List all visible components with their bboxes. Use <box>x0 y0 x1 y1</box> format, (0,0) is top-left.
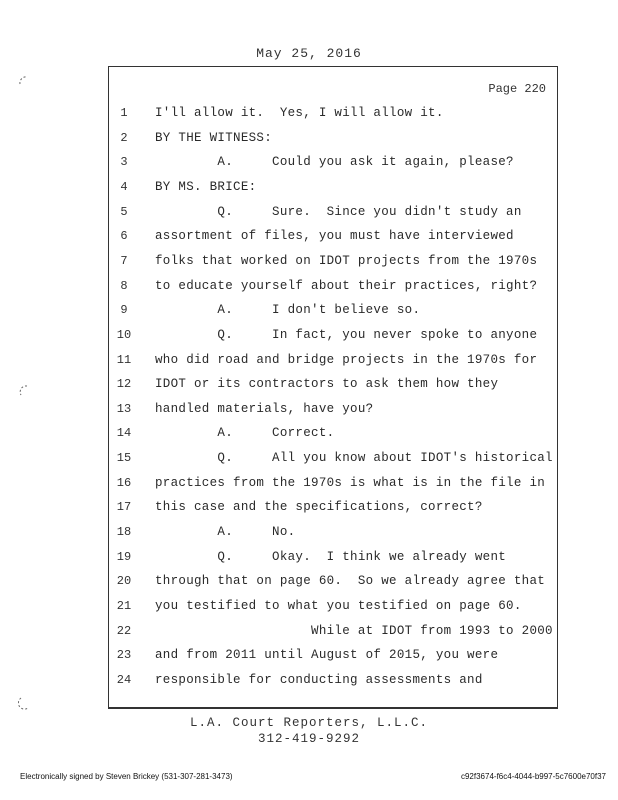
line-number: 6 <box>120 229 128 243</box>
line-text: practices from the 1970s is what is in the file in <box>155 476 546 490</box>
line-number: 10 <box>116 328 132 342</box>
line-text: A. Correct. <box>155 426 335 440</box>
line-number: 11 <box>116 353 132 367</box>
court-reporter-phone: 312-419-9292 <box>257 732 360 746</box>
line-text: I'll allow it. Yes, I will allow it. <box>155 106 444 120</box>
line-number: 5 <box>120 205 128 219</box>
line-number: 24 <box>116 673 132 687</box>
line-number: 12 <box>116 377 132 391</box>
line-number: 18 <box>116 525 132 539</box>
line-text: A. I don't believe so. <box>155 303 421 317</box>
line-number: 19 <box>116 550 132 564</box>
line-number: 4 <box>120 180 128 194</box>
line-number: 2 <box>120 131 128 145</box>
line-number: 15 <box>116 451 132 465</box>
line-text: through that on page 60. So we already agree that <box>155 574 546 588</box>
line-text: you testified to what you testified on page 60. <box>155 599 522 613</box>
line-text: who did road and bridge projects in the 1970s for <box>155 353 538 367</box>
line-text: BY THE WITNESS: <box>155 131 273 145</box>
line-number: 13 <box>116 402 132 416</box>
line-text: BY MS. BRICE: <box>155 180 257 194</box>
line-number: 9 <box>120 303 128 317</box>
electronic-signature: Electronically signed by Steven Brickey (531-307-281-3473) <box>20 772 233 781</box>
line-number: 3 <box>120 155 128 169</box>
line-number: 21 <box>116 599 132 613</box>
page-number: Page 220 <box>488 82 546 96</box>
line-text: assortment of files, you must have interviewed <box>155 229 514 243</box>
line-number: 23 <box>116 648 132 662</box>
line-text: Q. Sure. Since you didn't study an <box>155 205 522 219</box>
line-number: 16 <box>116 476 132 490</box>
line-text: and from 2011 until August of 2015, you were <box>155 648 499 662</box>
document-id: c92f3674-f6c4-4044-b997-5c7600e70f37 <box>460 772 606 781</box>
hole-punch-mark-icon <box>18 696 32 710</box>
line-text: to educate yourself about their practices, right? <box>155 279 538 293</box>
line-text: Q. In fact, you never spoke to anyone <box>155 328 538 342</box>
line-number: 8 <box>120 279 128 293</box>
line-number: 7 <box>120 254 128 268</box>
line-text: handled materials, have you? <box>155 402 374 416</box>
line-number: 20 <box>116 574 132 588</box>
line-text: IDOT or its contractors to ask them how they <box>155 377 499 391</box>
hole-punch-mark-icon <box>18 384 32 398</box>
line-number: 22 <box>116 624 132 638</box>
line-text: responsible for conducting assessments and <box>155 673 483 687</box>
court-reporter-name: L.A. Court Reporters, L.L.C. <box>189 716 429 730</box>
hole-punch-mark-icon <box>18 74 32 88</box>
transcript-date: May 25, 2016 <box>256 46 362 61</box>
line-text: folks that worked on IDOT projects from the 1970s <box>155 254 538 268</box>
line-text: A. Could you ask it again, please? <box>155 155 514 169</box>
line-number: 17 <box>116 500 132 514</box>
line-text: Q. Okay. I think we already went <box>155 550 507 564</box>
line-text: this case and the specifications, correct? <box>155 500 483 514</box>
line-text: Q. All you know about IDOT's historical <box>155 451 553 465</box>
line-number: 1 <box>120 106 128 120</box>
line-number: 14 <box>116 426 132 440</box>
line-text: While at IDOT from 1993 to 2000 <box>155 624 553 638</box>
line-text: A. No. <box>155 525 296 539</box>
